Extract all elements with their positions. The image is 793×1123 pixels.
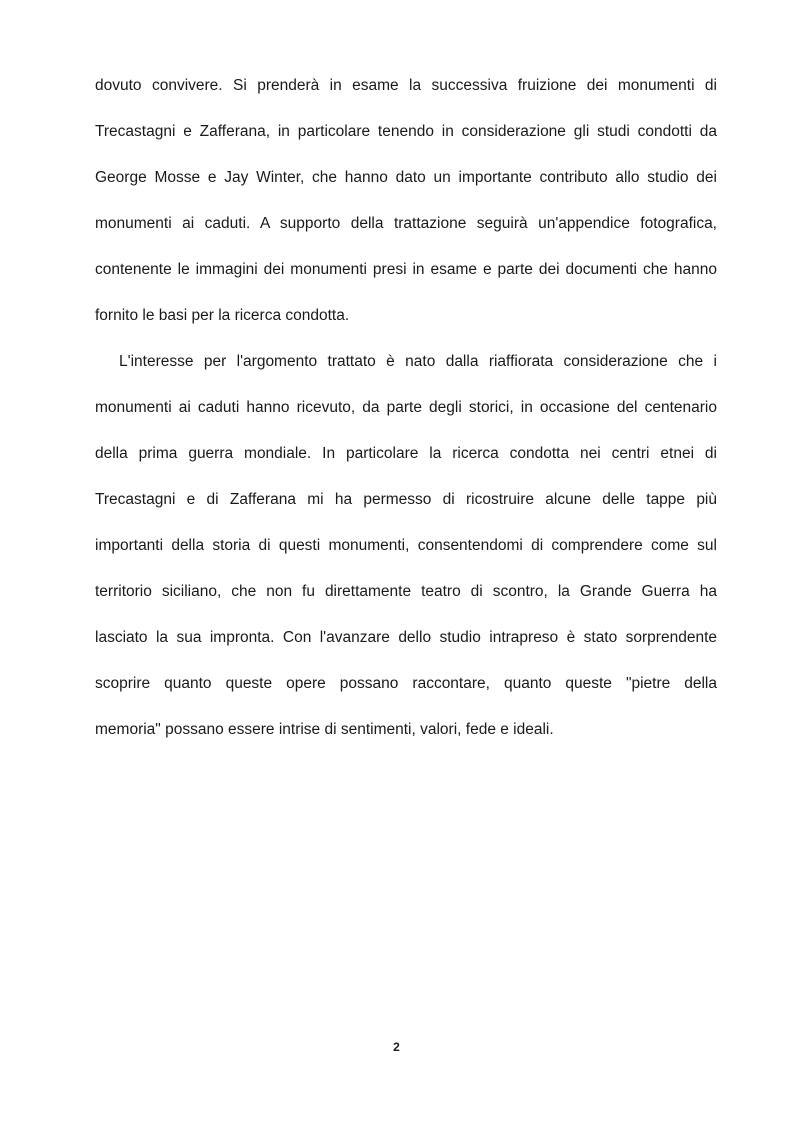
text-line: fornito le basi per la ricerca condotta. xyxy=(95,307,350,324)
text-line: contenente le immagini dei monumenti presi in esame e parte dei documenti che hanno xyxy=(95,261,717,278)
text-line: L'interesse per l'argomento trattato è nato dalla riaffiorata considerazione che i xyxy=(119,353,717,370)
text-line: importanti della storia di questi monumenti, consentendomi di comprendere come sul xyxy=(95,537,717,554)
text-line: monumenti ai caduti. A supporto della trattazione seguirà un'appendice fotografica, xyxy=(95,215,717,232)
paragraph-2 xyxy=(95,349,717,763)
text-line: monumenti ai caduti hanno ricevuto, da parte degli storici, in occasione del centenario xyxy=(95,399,717,416)
text-line: Trecastagni e Zafferana, in particolare tenendo in considerazione gli studi condotti da xyxy=(95,123,717,140)
text-line: George Mosse e Jay Winter, che hanno dato un importante contributo allo studio dei xyxy=(95,169,717,186)
text-line: memoria" possano essere intrise di sentimenti, valori, fede e ideali. xyxy=(95,721,554,738)
text-line: scoprire quanto queste opere possano raccontare, quanto queste "pietre della xyxy=(95,675,717,692)
text-line: lasciato la sua impronta. Con l'avanzare dello studio intrapreso è stato sorprendente xyxy=(95,629,717,646)
text-line: territorio siciliano, che non fu direttamente teatro di scontro, la Grande Guerra ha xyxy=(95,583,717,600)
text-line: dovuto convivere. Si prenderà in esame la successiva fruizione dei monumenti di xyxy=(95,77,717,94)
body-text xyxy=(95,73,717,763)
page-number: 2 xyxy=(393,1040,400,1054)
paragraph-1 xyxy=(95,73,717,349)
text-line: della prima guerra mondiale. In particolare la ricerca condotta nei centri etnei di xyxy=(95,445,717,462)
text-line: Trecastagni e di Zafferana mi ha permesso di ricostruire alcune delle tappe più xyxy=(95,491,717,508)
